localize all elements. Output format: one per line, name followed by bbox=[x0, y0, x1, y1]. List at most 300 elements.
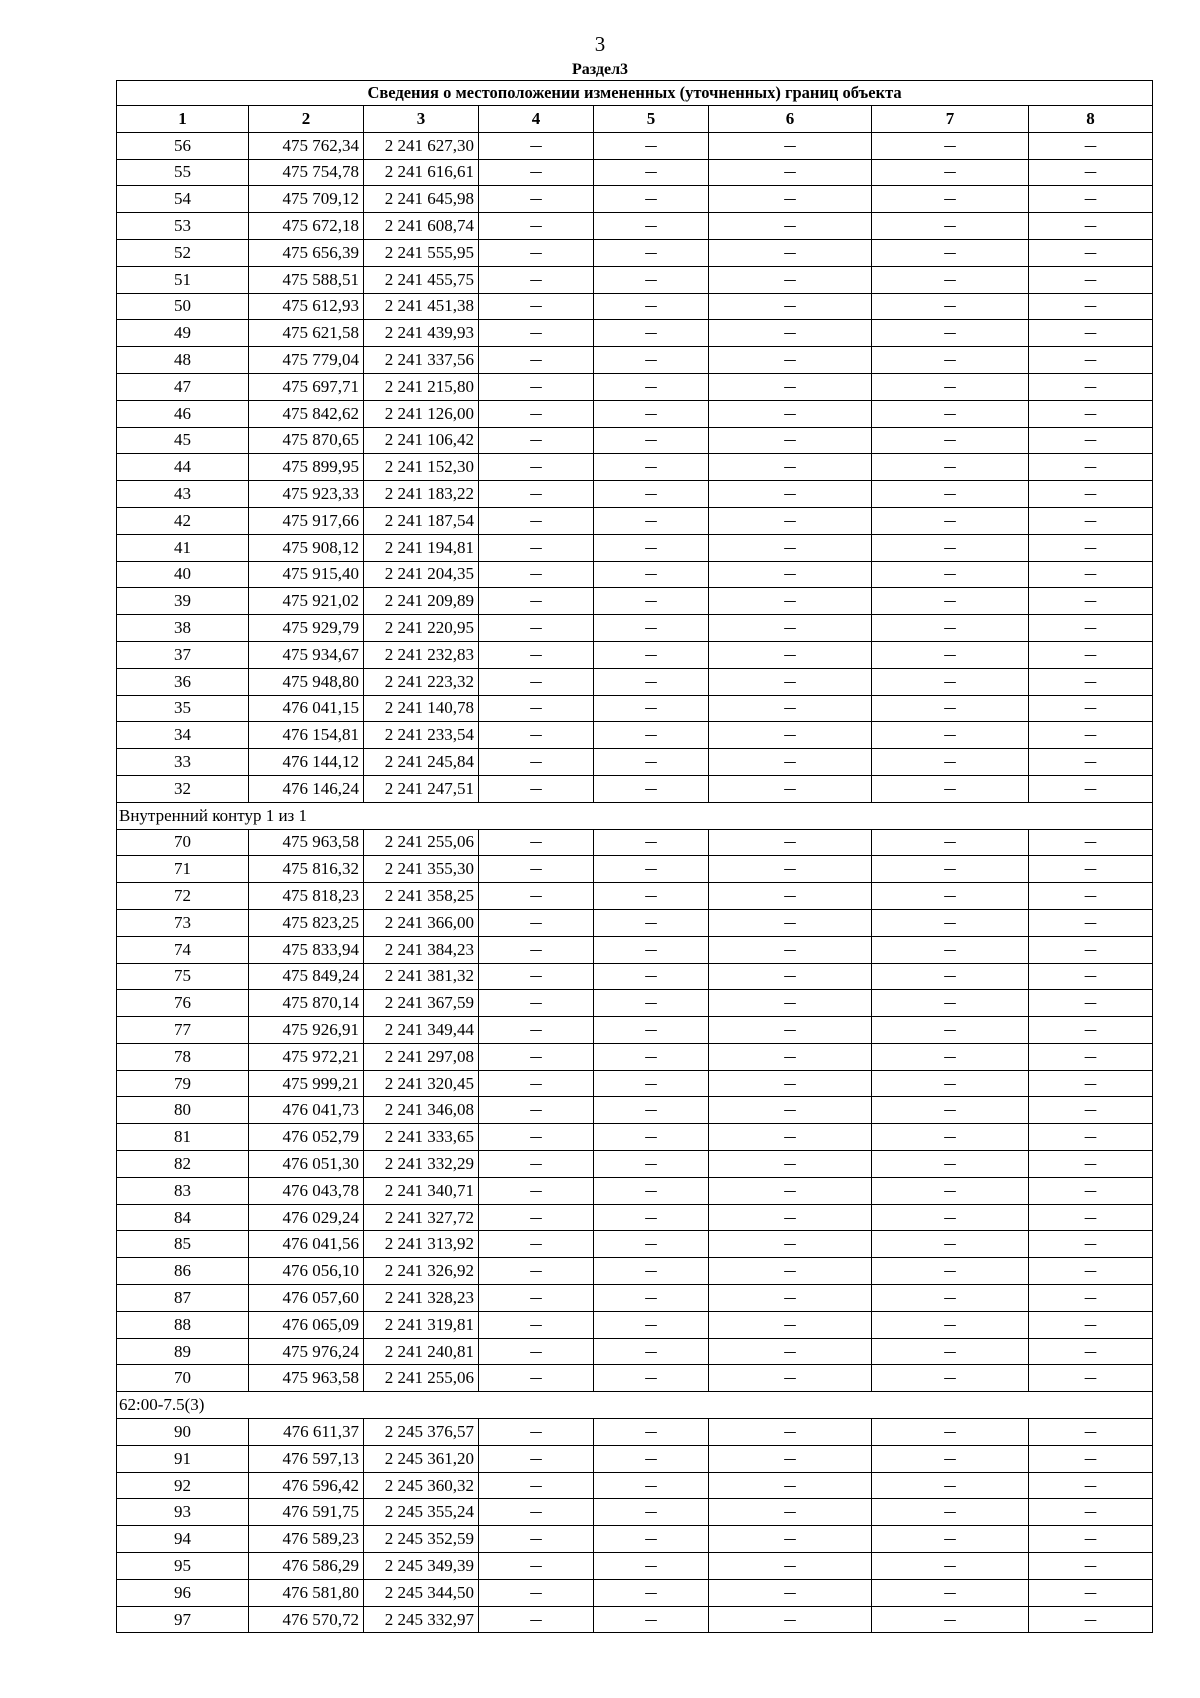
dash-mark: — bbox=[1084, 1264, 1098, 1280]
dash-mark: — bbox=[783, 192, 797, 208]
dash-mark: — bbox=[1084, 165, 1098, 181]
x-coordinate: 475 899,95 bbox=[249, 454, 364, 481]
dash-mark: — bbox=[529, 969, 543, 985]
dash-mark: — bbox=[1084, 942, 1098, 958]
dash-mark: — bbox=[1084, 513, 1098, 529]
x-coordinate: 475 976,24 bbox=[249, 1338, 364, 1365]
empty-cell bbox=[479, 775, 594, 802]
empty-cell bbox=[479, 1606, 594, 1633]
empty-cell bbox=[479, 1017, 594, 1044]
empty-cell bbox=[594, 909, 709, 936]
empty-cell bbox=[479, 1177, 594, 1204]
point-number: 36 bbox=[117, 668, 249, 695]
empty-cell bbox=[479, 1043, 594, 1070]
dash-mark: — bbox=[644, 1532, 658, 1548]
empty-cell bbox=[709, 1124, 872, 1151]
dash-mark: — bbox=[1084, 701, 1098, 717]
empty-cell bbox=[594, 454, 709, 481]
dash-mark: — bbox=[783, 1585, 797, 1601]
empty-cell bbox=[594, 1258, 709, 1285]
point-number: 94 bbox=[117, 1526, 249, 1553]
point-number: 88 bbox=[117, 1311, 249, 1338]
point-number: 75 bbox=[117, 963, 249, 990]
empty-cell bbox=[1029, 266, 1153, 293]
dash-mark: — bbox=[943, 1478, 957, 1494]
dash-mark: — bbox=[1084, 862, 1098, 878]
dash-mark: — bbox=[529, 1076, 543, 1092]
empty-cell bbox=[479, 668, 594, 695]
dash-mark: — bbox=[1084, 326, 1098, 342]
dash-mark: — bbox=[644, 460, 658, 476]
empty-cell bbox=[709, 1177, 872, 1204]
table-row bbox=[117, 668, 1153, 695]
empty-cell bbox=[594, 1204, 709, 1231]
x-coordinate: 476 041,15 bbox=[249, 695, 364, 722]
dash-mark: — bbox=[1084, 245, 1098, 261]
empty-cell bbox=[872, 159, 1029, 186]
x-coordinate: 475 917,66 bbox=[249, 507, 364, 534]
empty-cell bbox=[479, 1258, 594, 1285]
dash-mark: — bbox=[783, 1371, 797, 1387]
dash-mark: — bbox=[943, 889, 957, 904]
empty-cell bbox=[709, 1553, 872, 1580]
empty-cell bbox=[709, 829, 872, 856]
y-coordinate: 2 241 384,23 bbox=[364, 936, 479, 963]
dash-mark: — bbox=[943, 862, 957, 878]
dash-mark: — bbox=[1084, 272, 1098, 288]
dash-mark: — bbox=[783, 835, 797, 851]
dash-mark: — bbox=[943, 674, 957, 690]
group-label-row bbox=[117, 1392, 1153, 1419]
dash-mark: — bbox=[1084, 1290, 1098, 1306]
table-row bbox=[117, 775, 1153, 802]
dash-mark: — bbox=[783, 1022, 797, 1038]
dash-mark: — bbox=[783, 460, 797, 476]
empty-cell bbox=[872, 1204, 1029, 1231]
empty-cell bbox=[594, 1338, 709, 1365]
empty-cell bbox=[479, 400, 594, 427]
dash-mark: — bbox=[644, 862, 658, 878]
empty-cell bbox=[1029, 427, 1153, 454]
dash-mark: — bbox=[1084, 379, 1098, 395]
dash-mark: — bbox=[1084, 969, 1098, 985]
dash-mark: — bbox=[644, 1264, 658, 1280]
dash-mark: — bbox=[783, 272, 797, 288]
y-coordinate: 2 241 194,81 bbox=[364, 534, 479, 561]
dash-mark: — bbox=[783, 353, 797, 369]
table-row bbox=[117, 1097, 1153, 1124]
point-number: 47 bbox=[117, 373, 249, 400]
empty-cell bbox=[1029, 936, 1153, 963]
y-coordinate: 2 241 223,32 bbox=[364, 668, 479, 695]
dash-mark: — bbox=[644, 1371, 658, 1387]
dash-mark: — bbox=[644, 1424, 658, 1440]
dash-mark: — bbox=[529, 1103, 543, 1119]
dash-mark: — bbox=[783, 219, 797, 235]
column-header-6: 6 bbox=[709, 106, 872, 133]
dash-mark: — bbox=[783, 1103, 797, 1119]
empty-cell bbox=[872, 1177, 1029, 1204]
dash-mark: — bbox=[943, 379, 957, 395]
empty-cell bbox=[594, 1499, 709, 1526]
dash-mark: — bbox=[943, 1371, 957, 1387]
dash-mark: — bbox=[529, 1130, 543, 1146]
y-coordinate: 2 241 358,25 bbox=[364, 883, 479, 910]
table-row bbox=[117, 990, 1153, 1017]
y-coordinate: 2 245 349,39 bbox=[364, 1553, 479, 1580]
dash-mark: — bbox=[529, 942, 543, 958]
dash-mark: — bbox=[943, 326, 957, 342]
dash-mark: — bbox=[644, 433, 658, 449]
dash-mark: — bbox=[943, 1264, 957, 1280]
table-row bbox=[117, 1472, 1153, 1499]
dash-mark: — bbox=[529, 1371, 543, 1387]
dash-mark: — bbox=[529, 674, 543, 690]
empty-cell bbox=[1029, 481, 1153, 508]
point-number: 86 bbox=[117, 1258, 249, 1285]
dash-mark: — bbox=[529, 1585, 543, 1601]
dash-mark: — bbox=[1084, 1317, 1098, 1333]
empty-cell bbox=[872, 641, 1029, 668]
empty-cell bbox=[1029, 454, 1153, 481]
dash-mark: — bbox=[644, 1290, 658, 1306]
x-coordinate: 475 697,71 bbox=[249, 373, 364, 400]
empty-cell bbox=[479, 1553, 594, 1580]
dash-mark: — bbox=[943, 647, 957, 663]
x-coordinate: 475 672,18 bbox=[249, 213, 364, 240]
empty-cell bbox=[479, 481, 594, 508]
empty-cell bbox=[1029, 1579, 1153, 1606]
table-row bbox=[117, 856, 1153, 883]
dash-mark: — bbox=[783, 540, 797, 556]
x-coordinate: 475 963,58 bbox=[249, 829, 364, 856]
dash-mark: — bbox=[783, 862, 797, 878]
group-label: Внутренний контур 1 из 1 bbox=[117, 802, 1153, 829]
point-number: 49 bbox=[117, 320, 249, 347]
y-coordinate: 2 241 204,35 bbox=[364, 561, 479, 588]
point-number: 90 bbox=[117, 1419, 249, 1446]
table-row bbox=[117, 1311, 1153, 1338]
dash-mark: — bbox=[783, 487, 797, 503]
dash-mark: — bbox=[529, 647, 543, 663]
dash-mark: — bbox=[644, 1183, 658, 1199]
empty-cell bbox=[594, 1151, 709, 1178]
point-number: 46 bbox=[117, 400, 249, 427]
dash-mark: — bbox=[644, 513, 658, 529]
dash-mark: — bbox=[943, 755, 957, 771]
dash-mark: — bbox=[644, 781, 658, 797]
empty-cell bbox=[479, 1231, 594, 1258]
dash-mark: — bbox=[1084, 1344, 1098, 1360]
x-coordinate: 475 972,21 bbox=[249, 1043, 364, 1070]
dash-mark: — bbox=[783, 1183, 797, 1199]
x-coordinate: 476 144,12 bbox=[249, 749, 364, 776]
y-coordinate: 2 241 140,78 bbox=[364, 695, 479, 722]
empty-cell bbox=[479, 293, 594, 320]
empty-cell bbox=[594, 749, 709, 776]
table-row bbox=[117, 481, 1153, 508]
dash-mark: — bbox=[943, 621, 957, 637]
empty-cell bbox=[479, 1526, 594, 1553]
empty-cell bbox=[479, 722, 594, 749]
empty-cell bbox=[1029, 775, 1153, 802]
x-coordinate: 475 833,94 bbox=[249, 936, 364, 963]
dash-mark: — bbox=[644, 487, 658, 503]
x-coordinate: 476 589,23 bbox=[249, 1526, 364, 1553]
point-number: 44 bbox=[117, 454, 249, 481]
y-coordinate: 2 241 439,93 bbox=[364, 320, 479, 347]
empty-cell bbox=[709, 373, 872, 400]
dash-mark: — bbox=[783, 1237, 797, 1253]
empty-cell bbox=[872, 507, 1029, 534]
x-coordinate: 475 870,14 bbox=[249, 990, 364, 1017]
table-row bbox=[117, 159, 1153, 186]
point-number: 96 bbox=[117, 1579, 249, 1606]
empty-cell bbox=[479, 1285, 594, 1312]
dash-mark: — bbox=[783, 567, 797, 583]
table-row bbox=[117, 1499, 1153, 1526]
dash-mark: — bbox=[783, 513, 797, 529]
empty-cell bbox=[479, 454, 594, 481]
dash-mark: — bbox=[783, 915, 797, 931]
dash-mark: — bbox=[943, 353, 957, 369]
empty-cell bbox=[479, 427, 594, 454]
empty-cell bbox=[594, 615, 709, 642]
point-number: 92 bbox=[117, 1472, 249, 1499]
dash-mark: — bbox=[783, 728, 797, 744]
dash-mark: — bbox=[644, 1210, 658, 1226]
table-row bbox=[117, 186, 1153, 213]
empty-cell bbox=[479, 829, 594, 856]
dash-mark: — bbox=[644, 1478, 658, 1494]
empty-cell bbox=[872, 1151, 1029, 1178]
table-row bbox=[117, 1285, 1153, 1312]
empty-cell bbox=[479, 507, 594, 534]
dash-mark: — bbox=[529, 755, 543, 771]
dash-mark: — bbox=[1084, 1478, 1098, 1494]
point-number: 54 bbox=[117, 186, 249, 213]
x-coordinate: 476 570,72 bbox=[249, 1606, 364, 1633]
empty-cell bbox=[594, 1043, 709, 1070]
point-number: 89 bbox=[117, 1338, 249, 1365]
dash-mark: — bbox=[644, 701, 658, 717]
empty-cell bbox=[594, 829, 709, 856]
empty-cell bbox=[709, 266, 872, 293]
x-coordinate: 476 065,09 bbox=[249, 1311, 364, 1338]
empty-cell bbox=[872, 400, 1029, 427]
point-number: 48 bbox=[117, 347, 249, 374]
empty-cell bbox=[594, 1365, 709, 1392]
dash-mark: — bbox=[1084, 1371, 1098, 1387]
empty-cell bbox=[1029, 347, 1153, 374]
dash-mark: — bbox=[1084, 138, 1098, 154]
empty-cell bbox=[872, 775, 1029, 802]
dash-mark: — bbox=[1084, 915, 1098, 931]
dash-mark: — bbox=[943, 487, 957, 503]
table-row bbox=[117, 963, 1153, 990]
table-row bbox=[117, 213, 1153, 240]
dash-mark: — bbox=[943, 1344, 957, 1360]
dash-mark: — bbox=[783, 1130, 797, 1146]
dash-mark: — bbox=[783, 1264, 797, 1280]
empty-cell bbox=[709, 347, 872, 374]
dash-mark: — bbox=[943, 594, 957, 610]
empty-cell bbox=[1029, 1258, 1153, 1285]
dash-mark: — bbox=[529, 1156, 543, 1172]
empty-cell bbox=[872, 481, 1029, 508]
empty-cell bbox=[709, 293, 872, 320]
empty-cell bbox=[479, 1338, 594, 1365]
dash-mark: — bbox=[1084, 1532, 1098, 1548]
dash-mark: — bbox=[943, 513, 957, 529]
y-coordinate: 2 241 366,00 bbox=[364, 909, 479, 936]
empty-cell bbox=[479, 159, 594, 186]
x-coordinate: 475 754,78 bbox=[249, 159, 364, 186]
dash-mark: — bbox=[644, 138, 658, 154]
x-coordinate: 475 849,24 bbox=[249, 963, 364, 990]
x-coordinate: 476 611,37 bbox=[249, 1419, 364, 1446]
y-coordinate: 2 241 126,00 bbox=[364, 400, 479, 427]
dash-mark: — bbox=[529, 1317, 543, 1333]
dash-mark: — bbox=[1084, 647, 1098, 663]
y-coordinate: 2 241 297,08 bbox=[364, 1043, 479, 1070]
empty-cell bbox=[872, 695, 1029, 722]
empty-cell bbox=[1029, 186, 1153, 213]
dash-mark: — bbox=[644, 1237, 658, 1253]
y-coordinate: 2 245 344,50 bbox=[364, 1579, 479, 1606]
empty-cell bbox=[1029, 1070, 1153, 1097]
y-coordinate: 2 241 106,42 bbox=[364, 427, 479, 454]
dash-mark: — bbox=[943, 1049, 957, 1065]
empty-cell bbox=[479, 320, 594, 347]
y-coordinate: 2 245 355,24 bbox=[364, 1499, 479, 1526]
dash-mark: — bbox=[644, 755, 658, 771]
y-coordinate: 2 241 608,74 bbox=[364, 213, 479, 240]
empty-cell bbox=[872, 829, 1029, 856]
empty-cell bbox=[1029, 588, 1153, 615]
empty-cell bbox=[479, 561, 594, 588]
dash-mark: — bbox=[943, 1183, 957, 1199]
dash-mark: — bbox=[783, 433, 797, 449]
empty-cell bbox=[479, 1204, 594, 1231]
table-row bbox=[117, 829, 1153, 856]
dash-mark: — bbox=[1084, 192, 1098, 208]
dash-mark: — bbox=[943, 1210, 957, 1226]
point-number: 97 bbox=[117, 1606, 249, 1633]
dash-mark: — bbox=[1084, 674, 1098, 690]
dash-mark: — bbox=[529, 165, 543, 181]
point-number: 79 bbox=[117, 1070, 249, 1097]
column-header-5: 5 bbox=[594, 106, 709, 133]
empty-cell bbox=[709, 159, 872, 186]
y-coordinate: 2 245 361,20 bbox=[364, 1445, 479, 1472]
dash-mark: — bbox=[783, 1424, 797, 1440]
point-number: 72 bbox=[117, 883, 249, 910]
dash-mark: — bbox=[529, 326, 543, 342]
dash-mark: — bbox=[529, 996, 543, 1012]
table-row bbox=[117, 749, 1153, 776]
y-coordinate: 2 245 376,57 bbox=[364, 1419, 479, 1446]
empty-cell bbox=[594, 132, 709, 159]
dash-mark: — bbox=[1084, 1237, 1098, 1253]
dash-mark: — bbox=[529, 138, 543, 154]
dash-mark: — bbox=[1084, 1210, 1098, 1226]
dash-mark: — bbox=[529, 1049, 543, 1065]
dash-mark: — bbox=[644, 1344, 658, 1360]
empty-cell bbox=[1029, 829, 1153, 856]
empty-cell bbox=[709, 1258, 872, 1285]
dash-mark: — bbox=[943, 540, 957, 556]
dash-mark: — bbox=[529, 299, 543, 315]
column-header-8: 8 bbox=[1029, 106, 1153, 133]
dash-mark: — bbox=[943, 835, 957, 851]
empty-cell bbox=[479, 936, 594, 963]
y-coordinate: 2 241 367,59 bbox=[364, 990, 479, 1017]
dash-mark: — bbox=[783, 1076, 797, 1092]
dash-mark: — bbox=[943, 138, 957, 154]
y-coordinate: 2 241 333,65 bbox=[364, 1124, 479, 1151]
empty-cell bbox=[594, 373, 709, 400]
empty-cell bbox=[594, 1070, 709, 1097]
dash-mark: — bbox=[529, 1532, 543, 1548]
empty-cell bbox=[1029, 1043, 1153, 1070]
dash-mark: — bbox=[783, 1612, 797, 1628]
y-coordinate: 2 241 455,75 bbox=[364, 266, 479, 293]
dash-mark: — bbox=[644, 353, 658, 369]
empty-cell bbox=[479, 615, 594, 642]
empty-cell bbox=[1029, 615, 1153, 642]
dash-mark: — bbox=[1084, 487, 1098, 503]
empty-cell bbox=[709, 481, 872, 508]
empty-cell bbox=[479, 186, 594, 213]
point-number: 52 bbox=[117, 239, 249, 266]
x-coordinate: 476 586,29 bbox=[249, 1553, 364, 1580]
dash-mark: — bbox=[529, 460, 543, 476]
empty-cell bbox=[1029, 883, 1153, 910]
point-number: 80 bbox=[117, 1097, 249, 1124]
empty-cell bbox=[479, 1097, 594, 1124]
empty-cell bbox=[594, 1231, 709, 1258]
point-number: 51 bbox=[117, 266, 249, 293]
empty-cell bbox=[872, 293, 1029, 320]
table-title: Сведения о местоположении измененных (уточненных) границ объекта bbox=[117, 81, 1153, 106]
table-row bbox=[117, 347, 1153, 374]
empty-cell bbox=[594, 1285, 709, 1312]
dash-mark: — bbox=[943, 1424, 957, 1440]
point-number: 82 bbox=[117, 1151, 249, 1178]
empty-cell bbox=[872, 1285, 1029, 1312]
dash-mark: — bbox=[644, 272, 658, 288]
empty-cell bbox=[709, 1499, 872, 1526]
empty-cell bbox=[872, 1124, 1029, 1151]
empty-cell bbox=[479, 588, 594, 615]
x-coordinate: 476 041,73 bbox=[249, 1097, 364, 1124]
empty-cell bbox=[709, 695, 872, 722]
empty-cell bbox=[479, 1499, 594, 1526]
dash-mark: — bbox=[529, 272, 543, 288]
dash-mark: — bbox=[943, 1237, 957, 1253]
empty-cell bbox=[709, 722, 872, 749]
empty-cell bbox=[872, 534, 1029, 561]
y-coordinate: 2 241 355,30 bbox=[364, 856, 479, 883]
empty-cell bbox=[1029, 990, 1153, 1017]
column-header-1: 1 bbox=[117, 106, 249, 133]
dash-mark: — bbox=[644, 219, 658, 235]
empty-cell bbox=[1029, 159, 1153, 186]
table-row bbox=[117, 1043, 1153, 1070]
dash-mark: — bbox=[1084, 433, 1098, 449]
x-coordinate: 476 591,75 bbox=[249, 1499, 364, 1526]
